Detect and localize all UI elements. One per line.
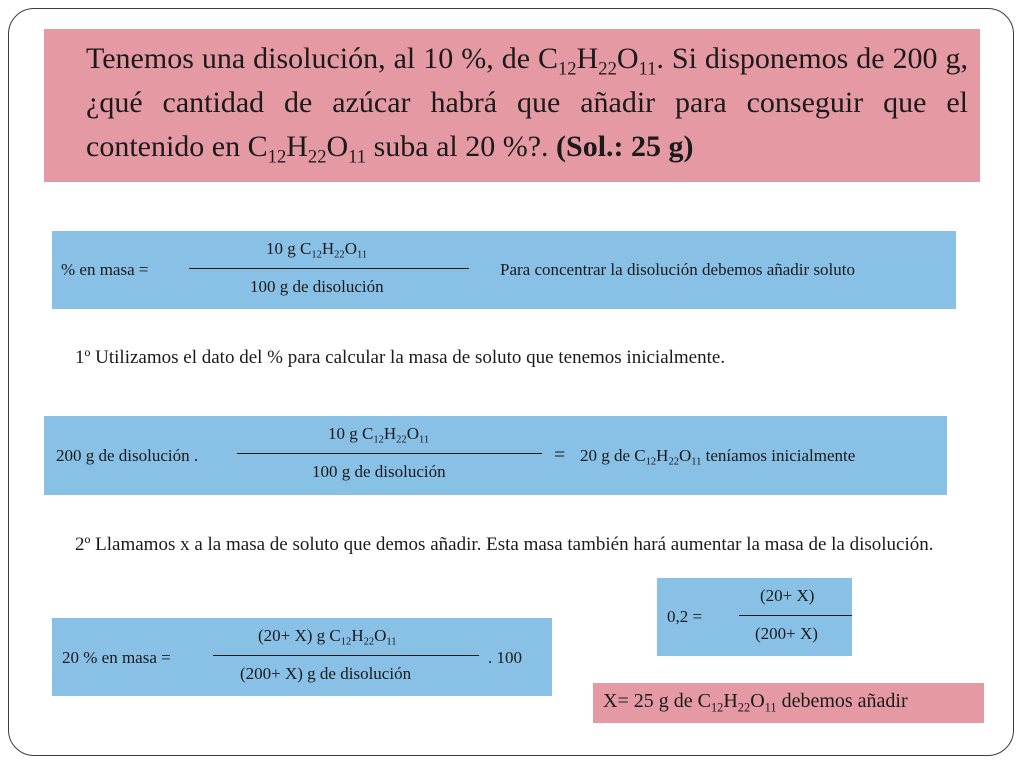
- step-1-text: 1º Utilizamos el dato del % para calcular la masa de soluto que tenemos inicialmente.: [75, 347, 726, 368]
- multiplier: . 100: [488, 648, 522, 667]
- step-2-text: 2º Llamamos x a la masa de soluto que demos añadir. Esta masa también hará aumentar la masa de la disolución.: [75, 534, 934, 555]
- fraction-numerator: (20+ X): [760, 586, 815, 605]
- fraction-bar: [739, 615, 852, 616]
- new-mass-percent-box: [52, 618, 552, 696]
- fraction-numerator: (20+ X) g $C_{12}H_{22}O_{11}$: [258, 626, 397, 648]
- answer-box: [593, 683, 984, 723]
- concentration-note: Para concentrar la disolución debemos añadir soluto: [500, 260, 855, 279]
- fraction-denominator: 100 g de disolución: [250, 277, 384, 296]
- mass-percent-label: % en masa =: [61, 260, 149, 279]
- fraction-bar: [213, 655, 479, 656]
- equation-box: [657, 578, 852, 656]
- new-mass-percent-label: 20 % en masa =: [62, 648, 171, 667]
- solution-text: (Sol.: 25 g): [556, 130, 694, 163]
- answer-text: X= 25 g de $C_{12}H_{22}O_{11}$ debemos añadir: [603, 690, 908, 715]
- fraction-denominator: (200+ X) g de disolución: [240, 664, 412, 683]
- fraction-bar: [189, 268, 469, 269]
- mass-percent-box: [52, 231, 956, 309]
- fraction-denominator: (200+ X): [755, 624, 818, 643]
- fraction-bar: [237, 453, 542, 454]
- equation-lhs: 0,2 =: [667, 607, 703, 626]
- fraction-numerator: 10 g $C_{12}H_{22}O_{11}$: [266, 239, 368, 261]
- fraction-numerator: 10 g $C_{12}H_{22}O_{11}$: [328, 424, 430, 446]
- solution-mass-label: 200 g de disolución .: [56, 446, 199, 465]
- equals-sign: =: [554, 444, 566, 466]
- initial-solute-box: [44, 416, 947, 495]
- fraction-denominator: 100 g de disolución: [312, 462, 446, 481]
- initial-solute-result: 20 g de $C_{12}H_{22}O_{11}$ teníamos inicialmente: [580, 446, 856, 468]
- problem-statement: Tenemos una disolución, al 10 %, de $C_{12}H_{22}O_{11}$. Si disponemos de 200 g, ¿qué cantidad de azúcar habrá que añadir para conseguir que el contenido en $C_{12}H_{22}O_{11}$ suba al 20 %?. (Sol.: 25 g): [44, 29, 980, 182]
